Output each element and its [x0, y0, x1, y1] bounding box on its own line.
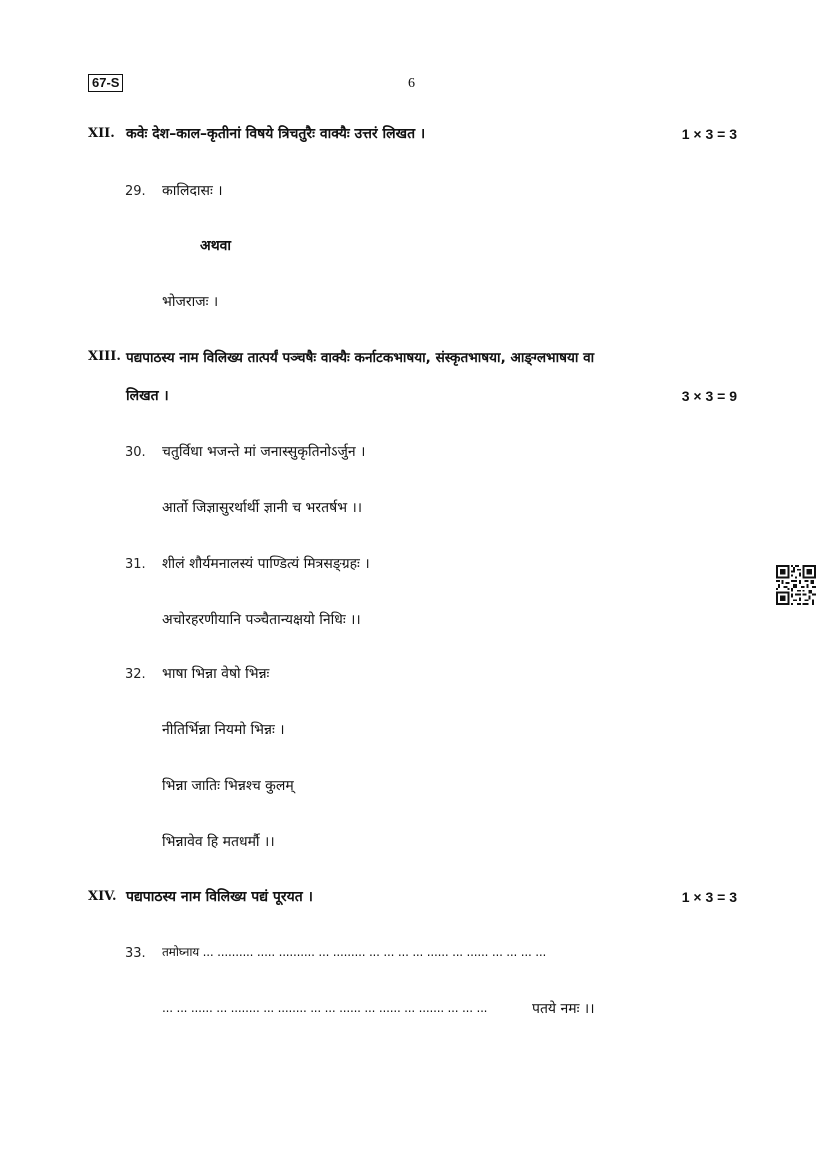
- verse-30-line2: आर्तो जिज्ञासुरर्थार्थी ज्ञानी च भरतर्षभ ।।: [162, 500, 363, 516]
- question-number-33: 33.: [125, 946, 146, 961]
- section-number-xii: XII.: [88, 126, 115, 141]
- section-instruction-xiii-line2: लिखत ।: [126, 388, 169, 404]
- section-instruction-xiv: पद्यपाठस्य नाम विलिख्य पद्यं पूरयत ।: [126, 889, 313, 905]
- verse-31-line1: शीलं शौर्यमनालस्यं पाण्डित्यं मित्रसङ्ग्रहः ।: [162, 556, 370, 572]
- qr-code-icon: [776, 565, 816, 605]
- verse-30-line1: चतुर्विधा भजन्ते मां जनास्सुकृतिनोऽर्जुन ।: [162, 444, 366, 460]
- section-marks-xiii: 3 × 3 = 9: [681, 388, 737, 404]
- verse-32-line3: भिन्ना जातिः भिन्नश्च कुलम्: [162, 778, 294, 794]
- section-instruction-xii: कवेः देश–काल–कृतीनां विषये त्रिचतुरैः वाक्यैः उत्तरं लिखत ।: [126, 126, 426, 142]
- or-label: अथवा: [200, 238, 232, 254]
- section-number-xiii: XIII.: [88, 349, 121, 364]
- question-number-30: 30.: [125, 445, 146, 460]
- paper-code: 67-S: [88, 74, 123, 92]
- question-text-29: कालिदासः ।: [162, 183, 223, 199]
- alternative-text-29: भोजराजः ।: [162, 294, 219, 310]
- section-marks-xii: 1 × 3 = 3: [681, 126, 737, 142]
- section-marks-xiv: 1 × 3 = 3: [681, 889, 737, 905]
- fill-in-line2-end: पतये नमः ।।: [532, 1001, 595, 1017]
- verse-32-line4: भिन्नावेव हि मतधर्मौ ।।: [162, 834, 275, 850]
- fill-in-line2: ... ... ...... ... ........ ... ........ ... ... ...... ... ...... ... ....... ... ... ...: [162, 1001, 488, 1015]
- section-number-xiv: XIV.: [88, 889, 117, 904]
- page-number: 6: [408, 76, 415, 91]
- question-number-31: 31.: [125, 557, 146, 572]
- section-instruction-xiii-line1: पद्यपाठस्य नाम विलिख्य तात्पर्यं पञ्चषैः वाक्यैः कर्नाटकभाषया, संस्कृतभाषया, आङ्ग्लभाषया वा: [126, 350, 595, 366]
- fill-in-line1: तमोघ्नाय ... .......... ..... .......... ... ......... ... ... ... ... ...... ... ...... ... ... ... ...: [162, 945, 547, 959]
- verse-32-line1: भाषा भिन्ना वेषो भिन्नः: [162, 666, 270, 682]
- question-number-29: 29.: [125, 184, 146, 199]
- verse-32-line2: नीतिर्भिन्ना नियमो भिन्नः ।: [162, 722, 285, 738]
- question-number-32: 32.: [125, 667, 146, 682]
- verse-31-line2: अचोरहरणीयानि पञ्चैतान्यक्षयो निधिः ।।: [162, 612, 361, 628]
